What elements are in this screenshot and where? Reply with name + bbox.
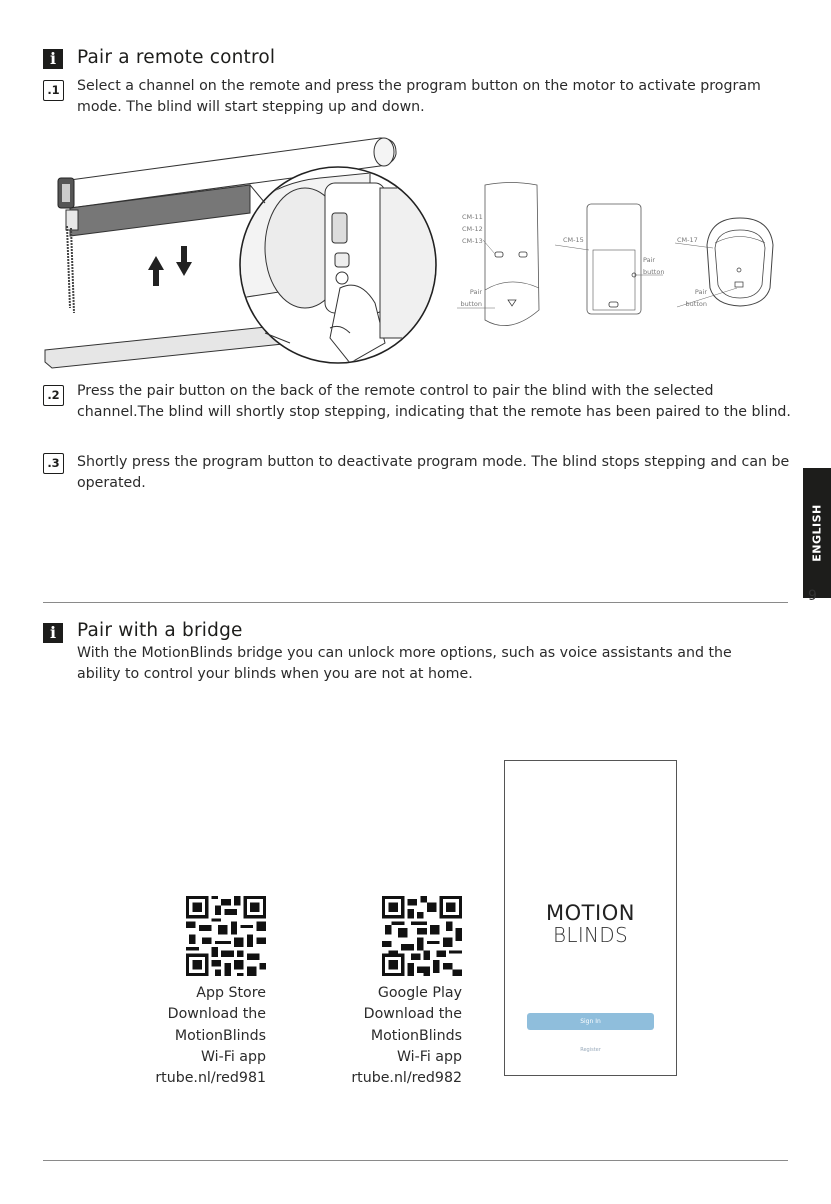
up-down-arrows-icon bbox=[148, 246, 192, 286]
section-title-pair-remote: Pair a remote control bbox=[77, 47, 276, 68]
qr-caption-link: rtube.nl/red981 bbox=[155, 1070, 266, 1087]
remote-label-cm13: CM-13 bbox=[462, 237, 483, 245]
qr-caption-line: Download the bbox=[363, 1006, 462, 1023]
remote-label-cm12: CM-12 bbox=[462, 225, 483, 233]
remote-label-cm15: CM-15 bbox=[563, 236, 584, 244]
qr-code-app-store bbox=[186, 896, 266, 976]
info-icon: i bbox=[43, 623, 63, 643]
step-text-3: Shortly press the program button to deactivate program mode. The blind stops stepping and can be operated. bbox=[77, 454, 790, 491]
section-title-pair-bridge: Pair with a bridge bbox=[77, 620, 243, 641]
pair-label: Pair bbox=[643, 256, 656, 264]
button-label: button bbox=[685, 300, 707, 308]
step-number-1: .1 bbox=[43, 80, 64, 101]
footer-divider bbox=[43, 1160, 788, 1161]
app-screen-mockup bbox=[504, 760, 677, 1076]
info-icon: i bbox=[43, 49, 63, 69]
register-link[interactable]: Register bbox=[580, 1047, 601, 1053]
step-text-1: Select a channel on the remote and press the program button on the motor to activate program mode. The blind will start stepping up and down. bbox=[77, 78, 761, 115]
qr-caption-line: MotionBlinds bbox=[174, 1027, 266, 1044]
qr-caption-line: Wi-Fi app bbox=[200, 1048, 266, 1065]
qr-caption-line: MotionBlinds bbox=[370, 1027, 462, 1044]
step-number-2: .2 bbox=[43, 385, 64, 406]
qr-caption-line: Google Play bbox=[377, 985, 462, 1001]
step-number-3: .3 bbox=[43, 453, 64, 474]
sign-in-button[interactable]: Sign In bbox=[527, 1013, 654, 1030]
step-text-2: Press the pair button on the back of the remote control to pair the blind with the selected channel.The blind will shortly stop stepping, indicating that the remote has been paired to the blind. bbox=[77, 383, 791, 420]
qr-caption-app-store bbox=[140, 983, 266, 1089]
brand-logo-line2: BLINDS bbox=[553, 923, 628, 947]
page-number: 9 bbox=[808, 588, 817, 604]
pair-label: Pair bbox=[469, 288, 482, 296]
remote-label-cm11: CM-11 bbox=[462, 213, 483, 221]
qr-caption-line: App Store bbox=[196, 985, 266, 1001]
button-label: button bbox=[460, 300, 482, 308]
qr-caption-link: rtube.nl/red982 bbox=[351, 1070, 462, 1087]
section-divider bbox=[43, 602, 788, 603]
qr-caption-line: Download the bbox=[167, 1006, 266, 1023]
qr-caption-line: Wi-Fi app bbox=[396, 1048, 462, 1065]
brand-logo-line1: MOTION bbox=[546, 901, 635, 925]
bridge-description: With the MotionBlinds bridge you can unlock more options, such as voice assistants and the ability to control your blinds when you are not at home. bbox=[77, 645, 732, 682]
pair-label: Pair bbox=[694, 288, 707, 296]
blind-motor-illustration bbox=[40, 128, 440, 378]
language-label: ENGLISH bbox=[810, 504, 824, 562]
language-tab bbox=[803, 468, 831, 598]
button-label: button bbox=[643, 268, 665, 276]
qr-caption-google-play bbox=[336, 983, 462, 1089]
qr-code-google-play bbox=[382, 896, 462, 976]
remote-label-cm17: CM-17 bbox=[677, 236, 698, 244]
